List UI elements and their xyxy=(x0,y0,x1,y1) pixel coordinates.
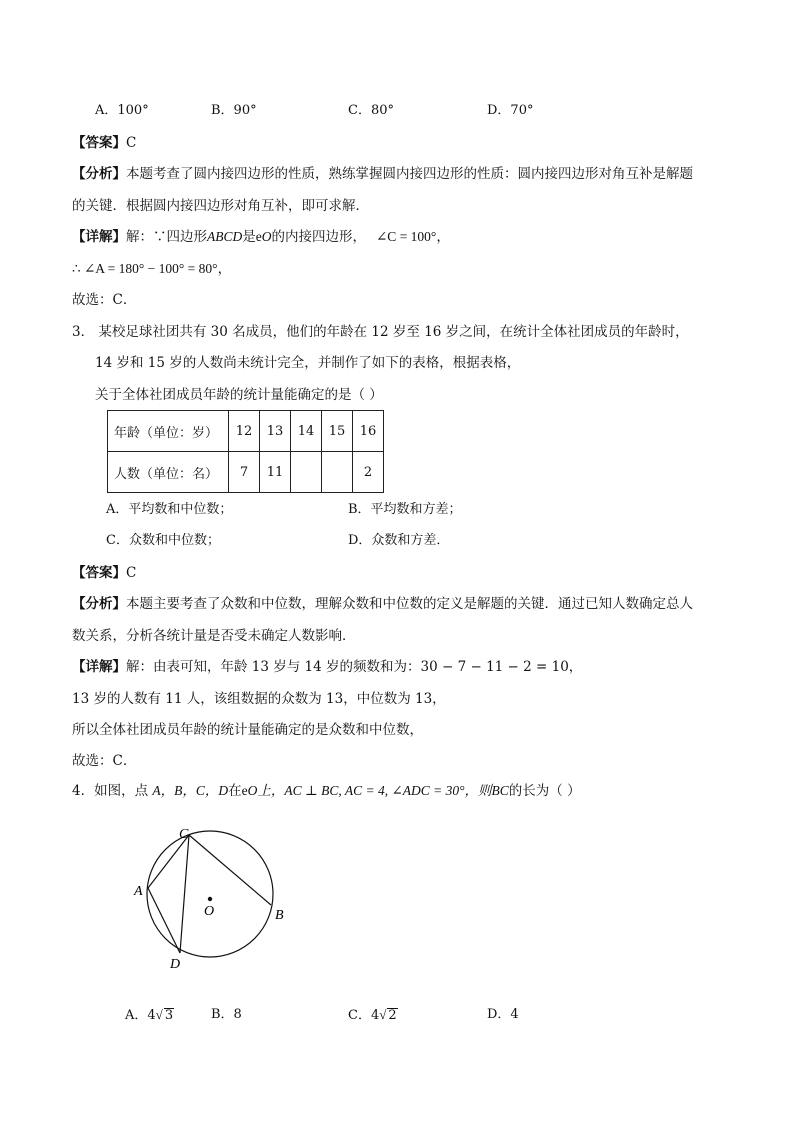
q3-option-a: A．平均数和中位数； xyxy=(106,502,233,517)
q4-stem-in: 在 xyxy=(228,783,242,799)
segment-cd xyxy=(180,835,189,953)
q4-stem-tail: 的长为（ ） xyxy=(508,783,581,799)
circle-figure xyxy=(128,820,298,970)
option-prefix: A．4 xyxy=(125,1008,156,1023)
table-cell: 13 xyxy=(260,411,291,452)
q4-condition: 上，AC ⊥ BC, AC = 4, ∠ADC = 30°，则 xyxy=(257,783,492,798)
label-c: C xyxy=(179,827,189,842)
q3-option-b: B．平均数和方差； xyxy=(348,502,462,517)
table-cell: 11 xyxy=(260,452,291,493)
table-cell xyxy=(322,452,353,493)
q4-points: A，B，C，D xyxy=(152,783,229,798)
answer-value: C xyxy=(126,135,137,151)
radicand: 3 xyxy=(164,1008,174,1023)
circle-symbol: e xyxy=(241,783,248,798)
table-cell: 14 xyxy=(291,411,322,452)
q3-detail-line2: 13 岁的人数有 11 人，该组数据的众数为 13，中位数为 13， xyxy=(72,691,446,707)
q2-option-a: A．100° xyxy=(95,103,149,118)
label-b: B xyxy=(275,908,284,923)
detail-angle: ∠C = 100°， xyxy=(376,229,450,244)
table-cell: 16 xyxy=(353,411,384,452)
analysis-tag: 【分析】 xyxy=(72,166,126,182)
q4-option-d: D．4 xyxy=(487,1007,519,1022)
q3-answer xyxy=(72,563,136,583)
q3-option-d: D．众数和方差． xyxy=(348,533,450,548)
label-d: D xyxy=(170,957,181,970)
detail-tag: 【详解】 xyxy=(72,659,126,675)
radicand: 2 xyxy=(388,1008,397,1023)
q2-answer xyxy=(72,133,136,153)
q3-option-c: C．众数和中位数； xyxy=(106,533,220,548)
q3-analysis-line2: 数关系，分析各统计量是否受未确定人数影响． xyxy=(72,628,356,644)
answer-tag: 【答案】 xyxy=(72,135,126,151)
table-cell xyxy=(291,452,322,493)
circle-center: O xyxy=(247,783,258,798)
table-row-count xyxy=(108,452,384,493)
q2-analysis-line2: 的关键．根据圆内接四边形对角互补，即可求解． xyxy=(72,198,369,214)
q2-analysis-line1 xyxy=(72,164,693,184)
q3-stem-line1: 3． 某校足球社团共有 30 名成员，他们的年龄在 12 岁至 16 岁之间，在统计全体社团成员的年龄时， xyxy=(72,324,689,340)
option-prefix: C．4 xyxy=(348,1008,380,1023)
segment-cb xyxy=(189,835,271,905)
label-a: A xyxy=(134,884,143,899)
q4-bc: BC xyxy=(491,783,509,798)
q4-stem-prefix: 4．如图，点 xyxy=(72,783,153,799)
detail-prefix: 解：∵四边形 xyxy=(126,229,207,245)
table-header-age: 年龄（单位：岁） xyxy=(108,411,229,452)
q2-option-c: C．80° xyxy=(348,103,394,118)
table-cell: 2 xyxy=(353,452,384,493)
q3-stem-line3: 关于全体社团成员年龄的统计量能确定的是（ ） xyxy=(95,387,383,403)
q2-detail-line2: ∴ ∠A = 180° − 100° = 80°， xyxy=(72,261,232,276)
table-cell: 15 xyxy=(322,411,353,452)
detail-tag: 【详解】 xyxy=(72,229,126,245)
label-o: O xyxy=(204,904,215,919)
table-cell: 12 xyxy=(229,411,260,452)
analysis-text: 本题主要考查了众数和中位数，理解众数和中位数的定义是解题的关键．通过已知人数确定总人 xyxy=(126,596,693,612)
q4-option-a xyxy=(125,1005,174,1026)
q3-detail-line3: 所以全体社团成员年龄的统计量能确定的是众数和中位数， xyxy=(72,722,423,738)
q3-analysis-line1 xyxy=(72,594,693,614)
q4-option-b: B．8 xyxy=(211,1007,242,1022)
q4-stem xyxy=(72,781,581,801)
circle-symbol: e xyxy=(255,229,262,244)
q3-stem-line2: 14 岁和 15 岁的人数尚未统计完全，并制作了如下的表格，根据表格， xyxy=(95,355,521,371)
q3-detail-line1 xyxy=(72,657,582,677)
q2-choose: 故选：C． xyxy=(72,292,137,308)
q2-detail-line1 xyxy=(72,227,450,247)
detail-text: 解：由表可知，年龄 13 岁与 14 岁的频数和为：30 − 7 − 11 − 2 = 10， xyxy=(126,659,583,675)
center-dot xyxy=(208,897,212,901)
q4-option-c xyxy=(348,1005,398,1026)
segment-ac xyxy=(148,835,189,888)
circle-center: O xyxy=(261,229,272,244)
circle-outline xyxy=(147,831,273,957)
age-table xyxy=(107,410,384,493)
q2-option-b: B．90° xyxy=(211,103,257,118)
sqrt-sign: √ xyxy=(379,1007,387,1022)
analysis-tag: 【分析】 xyxy=(72,596,126,612)
answer-value: C xyxy=(126,565,137,581)
quad-name: ABCD xyxy=(207,229,243,244)
answer-tag: 【答案】 xyxy=(72,565,126,581)
table-header-count: 人数（单位：名） xyxy=(108,452,229,493)
table-cell: 7 xyxy=(229,452,260,493)
q2-option-d: D．70° xyxy=(487,103,534,118)
q3-choose: 故选：C． xyxy=(72,753,137,769)
sqrt-sign: √ xyxy=(155,1007,163,1022)
table-row-age xyxy=(108,411,384,452)
detail-mid2: 的内接四边形， xyxy=(271,229,366,245)
detail-mid: 是 xyxy=(242,229,256,245)
analysis-text: 本题考查了圆内接四边形的性质，熟练掌握圆内接四边形的性质：圆内接四边形对角互补是解题 xyxy=(126,166,693,182)
